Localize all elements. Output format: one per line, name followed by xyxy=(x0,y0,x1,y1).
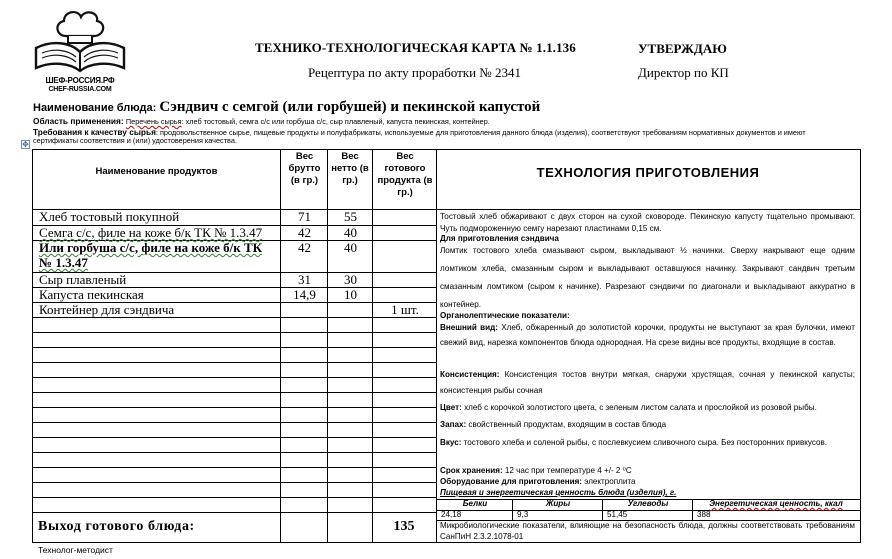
consistency xyxy=(440,367,855,399)
nutrition-header: Белки xyxy=(462,499,488,508)
product-ready: 1 шт. xyxy=(391,302,419,317)
col-header-net: Вес нетто (в гр.) xyxy=(331,151,369,186)
logo xyxy=(30,6,130,96)
product-gross: 14,9 xyxy=(293,287,316,302)
smell-text: свойственный продуктам, входящим в состав блюда xyxy=(466,420,667,429)
storage-text: 12 час при температуре 4 +/- 2 ⁰С xyxy=(502,466,632,475)
taste-label: Вкус: xyxy=(440,438,462,447)
nutrition-header: Жиры xyxy=(545,499,571,508)
product-name: Сыр плавленый xyxy=(39,272,127,287)
product-net: 10 xyxy=(344,287,357,302)
product-gross: 42 xyxy=(298,225,311,240)
tech-paragraph-2: Ломтик тостового хлеба смазывают сыром, выкладывают ½ начинки. Сверху накрывают еще одним ломтиком хлеба, смазанным сыром и выкладывают оставшуюся начинку. Закрывают сандвич третьим смазанным ломтиком (сыром к начинке). Разрезают сэндвичи по диагонали и выкладывают аккуратно в контейнер. xyxy=(440,246,855,309)
taste xyxy=(440,437,855,449)
recipe-reference: Рецептура по акту проработки № 2341 xyxy=(308,65,521,80)
equipment xyxy=(440,476,855,488)
col-header-technology: ТЕХНОЛОГИЯ ПРИГОТОВЛЕНИЯ xyxy=(536,165,760,180)
document-title: ТЕХНИКО-ТЕХНОЛОГИЧЕСКАЯ КАРТА № 1.1.136 xyxy=(255,40,576,55)
appearance xyxy=(440,320,855,350)
storage xyxy=(440,465,855,477)
quality-requirements-cont: сертификаты соответствия и (или) удостоверения качества. xyxy=(33,136,237,145)
nutrition-value: 51,45 xyxy=(607,510,628,519)
product-net: 40 xyxy=(344,240,357,255)
smell-label: Запах: xyxy=(440,420,467,429)
product-name xyxy=(39,226,262,240)
logo-text-ru: ШЕФ-РОССИЯ.РФ xyxy=(45,76,115,85)
product-net: 55 xyxy=(344,209,357,224)
equipment-label: Оборудование для приготовления: xyxy=(440,477,582,486)
col-header-products: Наименование продуктов xyxy=(95,166,218,177)
tech-paragraph-1: Тостовый хлеб обжаривают с двух сторон на сухой сковороде. Пекинскую капусту тщательно промывают. Чуть подмороженную семгу нарезают пластинами 0,15 см. xyxy=(440,212,855,233)
technologist-label: Технолог-методист xyxy=(38,545,113,555)
yield-label: Выход готового блюда: xyxy=(38,519,195,534)
quality-requirements-text: : продовольственное сырье, пищевые продукты и полуфабрикаты, используемые для приготовления данного блюда (изделия), соответствуют требованиям нормативных документов и имеют xyxy=(155,128,806,137)
nutrition-value: 388 xyxy=(697,510,711,519)
product-name-text: Или горбуша с/с, филе на коже б/к ТК xyxy=(39,240,263,255)
col-header-gross: Вес брутто (в гр.) xyxy=(288,151,321,186)
prep-title-text: Для приготовления сэндвича xyxy=(440,234,559,243)
chef-book-logo-icon xyxy=(30,6,130,74)
color xyxy=(440,402,855,414)
equipment-text: электроплита xyxy=(582,477,636,486)
appearance-text: Хлеб, обжаренный до золотистой корочки, продукты не выступают за края булочки, имеют свежий вид, нарезка компонентов блюда однородная. На срезе видны все продукты, входящие в состав. xyxy=(440,323,855,347)
dish-name-value: Сэндвич с семгой (или горбушей) и пекинской капустой xyxy=(159,99,541,115)
product-net: 40 xyxy=(344,225,357,240)
organoleptic-title-text: Органолептические показатели: xyxy=(440,311,570,320)
color-text: хлеб с корочкой золотистого цвета, с зеленым листом салата и прослойкой из розовой рыбы. xyxy=(461,403,817,412)
quality-requirements-label: Требования к качеству сырья xyxy=(33,127,156,137)
raw-list-text: : хлеб тостовый, семга с/с или горбуша с/с, сыр плавленый, капуста пекинская, контейнер. xyxy=(181,117,490,126)
nutrition-header xyxy=(693,499,859,509)
application-area-label: Область применения: xyxy=(33,116,126,126)
nutrition-header-text: Энергетическая ценность, ккал xyxy=(709,499,843,508)
product-name-text: № 1.3.47 xyxy=(39,255,88,270)
dish-name-line xyxy=(33,98,540,116)
approve-label: УТВЕРЖДАЮ xyxy=(638,41,727,56)
product-name: Контейнер для сэндвича xyxy=(39,302,175,317)
logo-text-en: CHEF-RUSSIA.COM xyxy=(48,86,112,93)
microbiology: Микробиологические показатели, влияющие на безопасность блюда, должны соответствовать требованиям СанПиН 2.3.2.1078-01 xyxy=(440,521,855,541)
product-name: Капуста пекинская xyxy=(39,287,144,302)
smell xyxy=(440,419,855,431)
consistency-label: Консистенция: xyxy=(440,370,500,379)
dish-name-label: Наименование блюда: xyxy=(33,102,160,114)
nutrition-value: 24,18 xyxy=(441,510,462,519)
color-label: Цвет: xyxy=(440,403,462,412)
product-gross: 31 xyxy=(298,272,311,287)
product-gross: 42 xyxy=(298,240,311,255)
product-name: Хлеб тостовый покупной xyxy=(39,209,180,224)
raw-list-label: Перечень сырья xyxy=(125,117,182,126)
appearance-label: Внешний вид: xyxy=(440,323,498,332)
col-header-ready xyxy=(375,151,435,199)
product-name-text: Семга с/с, филе на коже б/к ТК № 1.3.47 xyxy=(39,225,263,240)
table-move-handle-icon[interactable]: ✥ xyxy=(22,140,29,149)
storage-label: Срок хранения: xyxy=(440,466,503,475)
taste-text: тостового хлеба и соленой рыбы, с послевкусием сливочного сыра. Без посторонних привкусов. xyxy=(461,438,828,447)
yield-value: 135 xyxy=(393,519,415,534)
product-gross: 71 xyxy=(298,209,311,224)
product-name-cont xyxy=(39,256,88,270)
product-name xyxy=(39,241,262,255)
nutrition-value: 9,3 xyxy=(517,510,529,519)
director-label: Директор по КП xyxy=(638,65,729,80)
col-header-ready-text: Вес готового продукта (в гр.) xyxy=(377,151,433,198)
nutrition-header: Углеводы xyxy=(627,499,669,508)
energy-title: Пищевая и энергетическая ценность блюда (изделия), г. xyxy=(440,488,677,497)
application-area xyxy=(33,117,490,127)
product-net: 30 xyxy=(344,272,357,287)
consistency-text: Консистенция тостов внутри мягкая, снаружи хрустящая, сочная у пекинской капусты; консистенция рыбы сочная xyxy=(440,370,855,395)
